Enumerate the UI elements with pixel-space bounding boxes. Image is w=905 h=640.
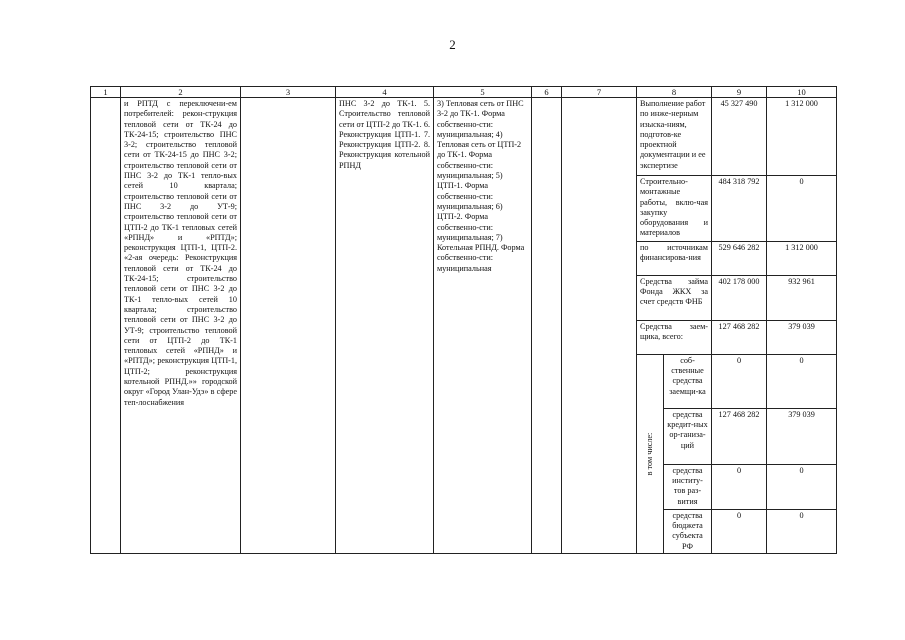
value-col9: 127 468 282 — [712, 320, 767, 354]
value-col10: 1 312 000 — [767, 242, 837, 276]
sub-row-label: средства институ-тов раз-вития — [664, 464, 712, 509]
project-description: и РПТД с переключени-ем потребителей: рекон-струкция тепловой сети от ТК-24 до ТК-24-15; строительство ПНС 3-2; строительство тепловой сети от ТК-24-15 до ПНС 3-2; строительство тепловой сети от ПНС 3-2 до ТК-1 тепло-вых сетей 10 квартала; строительство тепловой сети от ПНС 3-2 до УТ-9; строительство тепловой сети от ЦТП-2 до ТК-1 тепловых сетей «РПНД» и «РПТД»; реконструкция ЦТП-1, ЦТП-2. «2-ая очередь: Реконструкция тепловой сети от ТК-24 до ТК-24-15; строительство тепловой сети от ПНС 3-2 до ТК-1 тепло-вых сетей 10 квартала; строительство тепловой сети от ПНС 3-2 до УТ-9; строительство тепловой сети от ЦТП-2 до ТК-1 тепловых сетей «РПНД» и «РПТД»; реконструкция ЦТП-1, ЦТП-2; реконструкция котельной РПНД.»» городской округ «Город Улан-Удэ» в сфере теп-лоснабжения — [121, 98, 241, 554]
table-row — [91, 98, 837, 176]
sub-row-label: средства кредит-ных ор-ганиза-ций — [664, 408, 712, 464]
column-header: 9 — [712, 87, 767, 98]
column-header: 4 — [336, 87, 434, 98]
ownership-list: 3) Тепловая сеть от ПНС 3-2 до ТК-1. Форма собственно-сти: муниципальная; 4) Тепловая сеть от ЦТП-2 до ТК-1. Форма собственно-сти: муниципальная; 5) ЦТП-1. Форма собственно-сти: муниципальная; 6) ЦТП-2. Форма собственно-сти: муниципальная; 7) Котельная РПНД. Форма собственно-сти: муниципальная — [434, 98, 532, 554]
column-header: 3 — [241, 87, 336, 98]
sub-row-label: средства бюджета субъекта РФ — [664, 509, 712, 553]
row-label: Средства заем-щика, всего: — [637, 320, 712, 354]
value-col10: 0 — [767, 509, 837, 553]
column-header: 10 — [767, 87, 837, 98]
row-label: по источникам финансирова-ния — [637, 242, 712, 276]
row-label: Строительно-монтажные работы, вклю-чая закупку оборудования и материалов — [637, 176, 712, 242]
row-label: Средства займа Фонда ЖКХ за счет средств ФНБ — [637, 275, 712, 320]
value-col10: 1 312 000 — [767, 98, 837, 176]
value-col9: 402 178 000 — [712, 275, 767, 320]
value-col10: 0 — [767, 176, 837, 242]
value-col10: 0 — [767, 354, 837, 408]
column-number-row — [91, 87, 837, 98]
value-col9: 0 — [712, 354, 767, 408]
column-header: 6 — [532, 87, 562, 98]
value-col10: 379 039 — [767, 320, 837, 354]
row-label: Выполнение работ по инже-нерным изыска-ниям, подготов-ке проектной документации и ее экспертизе — [637, 98, 712, 176]
value-col9: 45 327 490 — [712, 98, 767, 176]
value-col10: 0 — [767, 464, 837, 509]
financing-table — [90, 86, 837, 554]
value-col10: 932 961 — [767, 275, 837, 320]
cell-col3 — [241, 98, 336, 554]
column-header: 5 — [434, 87, 532, 98]
value-col9: 127 468 282 — [712, 408, 767, 464]
column-header: 1 — [91, 87, 121, 98]
cell-col6 — [532, 98, 562, 554]
value-col10: 379 039 — [767, 408, 837, 464]
column-header: 7 — [562, 87, 637, 98]
value-col9: 0 — [712, 464, 767, 509]
page-number: 2 — [449, 37, 456, 52]
cell-col7 — [562, 98, 637, 554]
including-label: в том числе: — [644, 432, 654, 476]
including-cell — [637, 354, 664, 553]
column-header: 2 — [121, 87, 241, 98]
sub-row-label: соб-ственные средства заемщи-ка — [664, 354, 712, 408]
column-header: 8 — [637, 87, 712, 98]
project-stages: ПНС 3-2 до ТК-1. 5. Строительство тепловой сети от ЦТП-2 до ТК-1. 6. Реконструкция ЦТП-1. 7. Реконструкция ЦТП-2. 8. Реконструкция котельной РПНД — [336, 98, 434, 554]
value-col9: 529 646 282 — [712, 242, 767, 276]
value-col9: 0 — [712, 509, 767, 553]
cell-col1 — [91, 98, 121, 554]
value-col9: 484 318 792 — [712, 176, 767, 242]
